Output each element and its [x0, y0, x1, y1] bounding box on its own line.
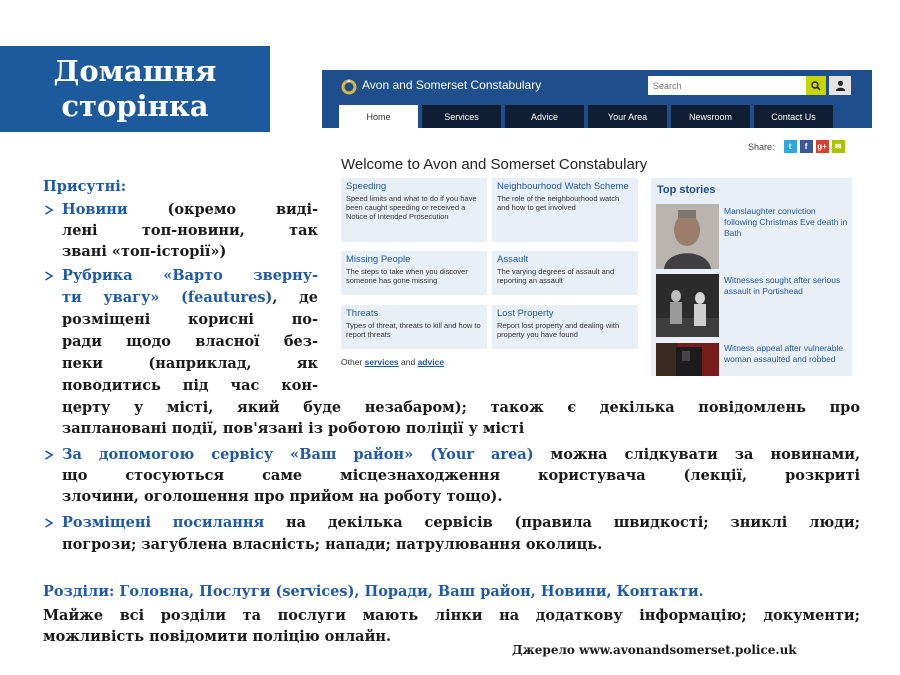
bullet2-highlight: ти увагу» (feautures): [62, 289, 273, 306]
main-nav: [339, 105, 833, 128]
story-photo-cctv[interactable]: [656, 274, 719, 337]
site-brand[interactable]: Avon and Somerset Constabulary: [362, 78, 542, 92]
bullet1-highlight: Новини: [62, 201, 128, 218]
account-button[interactable]: [829, 76, 851, 95]
bullet4-highlight: Розміщені посилання: [62, 514, 265, 531]
top-stories-title: Top stories: [657, 184, 716, 196]
tab-home[interactable]: Home: [339, 105, 418, 128]
site-header: [322, 70, 872, 128]
card-desc: The steps to take when you discover someone has gone missing: [346, 267, 468, 285]
other-links: [341, 357, 444, 367]
bullet2-line5: пеки (наприклад, як: [62, 355, 318, 372]
search-button[interactable]: [806, 76, 826, 95]
source-credit: Джерело www.avonandsomerset.police.uk: [512, 643, 797, 657]
user-icon: [835, 80, 846, 91]
email-icon[interactable]: ✉: [832, 140, 845, 153]
present-label: Присутні:: [43, 178, 127, 195]
bullet2-line6: поводитись під час кон-: [62, 377, 318, 394]
bullet-arrow-icon: [44, 271, 54, 281]
bullet1-line2: лені топ-новини, так: [62, 222, 318, 239]
top-stories-panel: [651, 178, 852, 376]
card-desc: Types of threat, threats to kill and how to report threats: [346, 321, 481, 339]
bullet1-rest: (окремо виді-: [127, 201, 318, 218]
summary-line1: Майже всі розділи та послуги мають лінки на додаткову інформацію; документи;: [43, 607, 860, 624]
tab-your-area[interactable]: Your Area: [588, 105, 667, 128]
other-prefix: Other: [341, 357, 365, 367]
bullet3-highlight: За допомогою сервісу «Ваш район» (Your area): [62, 446, 534, 463]
bullet2-line1: Рубрика «Варто зверну-: [62, 267, 318, 284]
bullet2-rest: , де: [272, 289, 318, 306]
bullet2-line8: заплановані події, пов'язані із роботою поліції у місті: [62, 420, 525, 437]
card-title: Missing People: [346, 254, 411, 265]
tab-advice[interactable]: Advice: [505, 105, 584, 128]
share-label: Share:: [748, 141, 775, 152]
bullet-arrow-icon: [44, 205, 54, 215]
twitter-icon[interactable]: t: [784, 140, 797, 153]
tab-services[interactable]: Services: [422, 105, 501, 128]
welcome-heading: Welcome to Avon and Somerset Constabulary: [341, 156, 648, 173]
facebook-icon[interactable]: f: [800, 140, 813, 153]
bullet3-line2: що стосуються саме місцезнаходження користувача (лекції, розкриті: [62, 467, 860, 484]
bullet1-line3: звані «топ-історії»): [62, 243, 227, 260]
search-input[interactable]: [648, 76, 806, 95]
bullet4-line1: [62, 513, 860, 532]
sections-line: Розділи: Головна, Послуги (services), Поради, Ваш район, Новини, Контакти.: [43, 583, 704, 600]
card-desc: Report lost property and dealing with property you have found: [497, 321, 620, 339]
card-assault[interactable]: [492, 251, 638, 295]
tab-newsroom[interactable]: Newsroom: [671, 105, 750, 128]
card-neighbourhood-watch[interactable]: [492, 178, 638, 242]
slide-title-line1: Домашня: [53, 54, 217, 88]
card-desc: The varying degrees of assault and reporting an assault: [497, 267, 615, 285]
google-plus-icon[interactable]: g+: [817, 142, 827, 151]
story-photo-mugshot[interactable]: [656, 204, 719, 269]
story-link-3[interactable]: Witness appeal after vulnerable woman assaulted and robbed: [724, 343, 844, 364]
bullet4-rest: на декілька сервісів (правила швидкості; зниклі люди;: [264, 514, 860, 531]
card-title: Assault: [497, 254, 529, 265]
bullet3-line1: [62, 445, 860, 464]
card-speeding[interactable]: [341, 178, 487, 242]
share-bar: [748, 140, 845, 153]
card-desc: The role of the neighbourhood watch and how to get involved: [497, 194, 620, 212]
bullet1-line1: [62, 200, 318, 219]
bullet2-line3: розміщені корисні по-: [62, 311, 318, 328]
card-threats[interactable]: [341, 305, 487, 349]
bullet2-line2: [62, 288, 318, 307]
bullet4-line2: погрози; загублена власність; напади; патрулювання околиць.: [62, 536, 603, 553]
story-photo-officer[interactable]: [656, 343, 719, 376]
tab-contact-us[interactable]: Contact Us: [754, 105, 833, 128]
bullet2-line7: церту у місті, який буде незабаром); також є декілька повідомлень про: [62, 399, 860, 416]
slide-title: [0, 46, 270, 132]
advice-link[interactable]: advice: [417, 357, 445, 367]
summary-line2: можливість повідомити поліцію онлайн.: [43, 628, 391, 645]
card-title: Threats: [346, 308, 379, 319]
bullet3-rest: можна слідкувати за новинами,: [533, 446, 861, 463]
slide-title-line2: сторінка: [61, 89, 209, 123]
bullet2-line4: ради щодо власної без-: [62, 333, 318, 350]
story-link-2[interactable]: Witnesses sought after serious assault in Portishead: [724, 275, 841, 296]
bullet-arrow-icon: [44, 518, 54, 528]
card-lost-property[interactable]: [492, 305, 638, 349]
bullet-arrow-icon: [44, 450, 54, 460]
card-missing-people[interactable]: [341, 251, 487, 295]
other-and: and: [398, 357, 418, 367]
card-title: Lost Property: [497, 308, 554, 319]
website-screenshot: [322, 70, 872, 380]
crest-icon: [340, 77, 358, 97]
services-link[interactable]: services: [364, 357, 399, 367]
card-title: Neighbourhood Watch Scheme: [497, 181, 629, 192]
search-icon: [811, 81, 821, 91]
card-desc: Speed limits and what to do if you have been caught speeding or received a Notice of Intended Prosecution: [346, 194, 477, 221]
bullet3-line3: злочини, оголошення про прийом на роботу тощо).: [62, 488, 503, 505]
card-title: Speeding: [346, 181, 387, 192]
story-link-1[interactable]: Manslaughter conviction following Christmas Eve death in Bath: [724, 206, 848, 238]
